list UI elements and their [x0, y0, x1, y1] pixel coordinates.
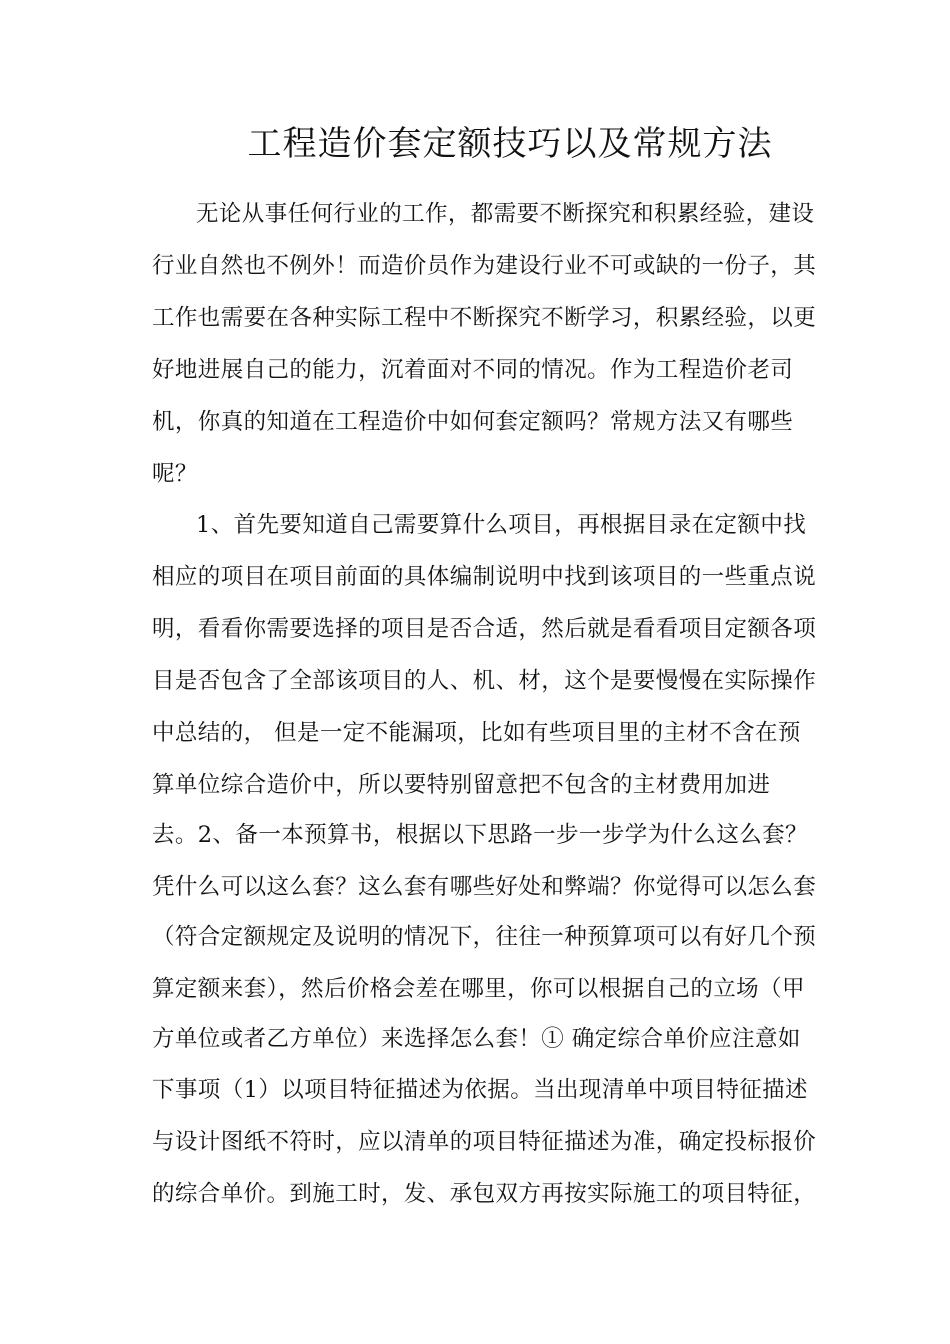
paragraph-line: 好地进展自己的能力，沉着面对不同的情况。作为工程造价老司: [152, 357, 794, 383]
paragraph-line: 目是否包含了全部该项目的人、机、材，这个是要慢慢在实际操作: [152, 668, 817, 694]
paragraph-line: 1、首先要知道自己需要算什么项目，再根据目录在定额中找: [196, 512, 807, 538]
paragraph-line: 机，你真的知道在工程造价中如何套定额吗？常规方法又有哪些: [152, 409, 794, 435]
paragraph-line: 的综合单价。到施工时，发、承包双方再按实际施工的项目特征，: [152, 1181, 817, 1207]
paragraph-line: 明，看看你需要选择的项目是否合适，然后就是看看项目定额各项: [152, 616, 817, 642]
paragraph-line: 无论从事任何行业的工作，都需要不断探究和积累经验，建设: [196, 201, 815, 227]
paragraph-line: 相应的项目在项目前面的具体编制说明中找到该项目的一些重点说: [152, 564, 817, 590]
paragraph-line: 去。2、备一本预算书，根据以下思路一步一步学为什么这么套？: [152, 822, 808, 848]
paragraph-line: 中总结的， 但是一定不能漏项，比如有些项目里的主材不含在预: [152, 720, 801, 746]
paragraph-line: （符合定额规定及说明的情况下，往往一种预算项可以有好几个预: [152, 924, 817, 950]
paragraph-line: 方单位或者乙方单位）来选择怎么套！① 确定综合单价应注意如: [152, 1026, 801, 1052]
paragraph-line: 下事项（1）以项目特征描述为依据。当出现清单中项目特征描述: [152, 1077, 808, 1103]
document-title: 工程造价套定额技巧以及常规方法: [247, 124, 773, 164]
paragraph-line: 工作也需要在各种实际工程中不断探究不断学习，积累经验，以更: [152, 305, 817, 331]
paragraph-line: 呢？: [152, 461, 198, 487]
paragraph-line: 算单位综合造价中，所以要特别留意把不包含的主材费用加进: [152, 772, 771, 798]
paragraph-line: 凭什么可以这么套？这么套有哪些好处和弊端？你觉得可以怎么套: [152, 874, 817, 900]
paragraph-line: 与设计图纸不符时，应以清单的项目特征描述为准，确定投标报价: [152, 1129, 817, 1155]
paragraph-line: 行业自然也不例外！而造价员作为建设行业不可或缺的一份子，其: [152, 253, 817, 279]
paragraph-line: 算定额来套），然后价格会差在哪里，你可以根据自己的立场（甲: [152, 976, 805, 1002]
